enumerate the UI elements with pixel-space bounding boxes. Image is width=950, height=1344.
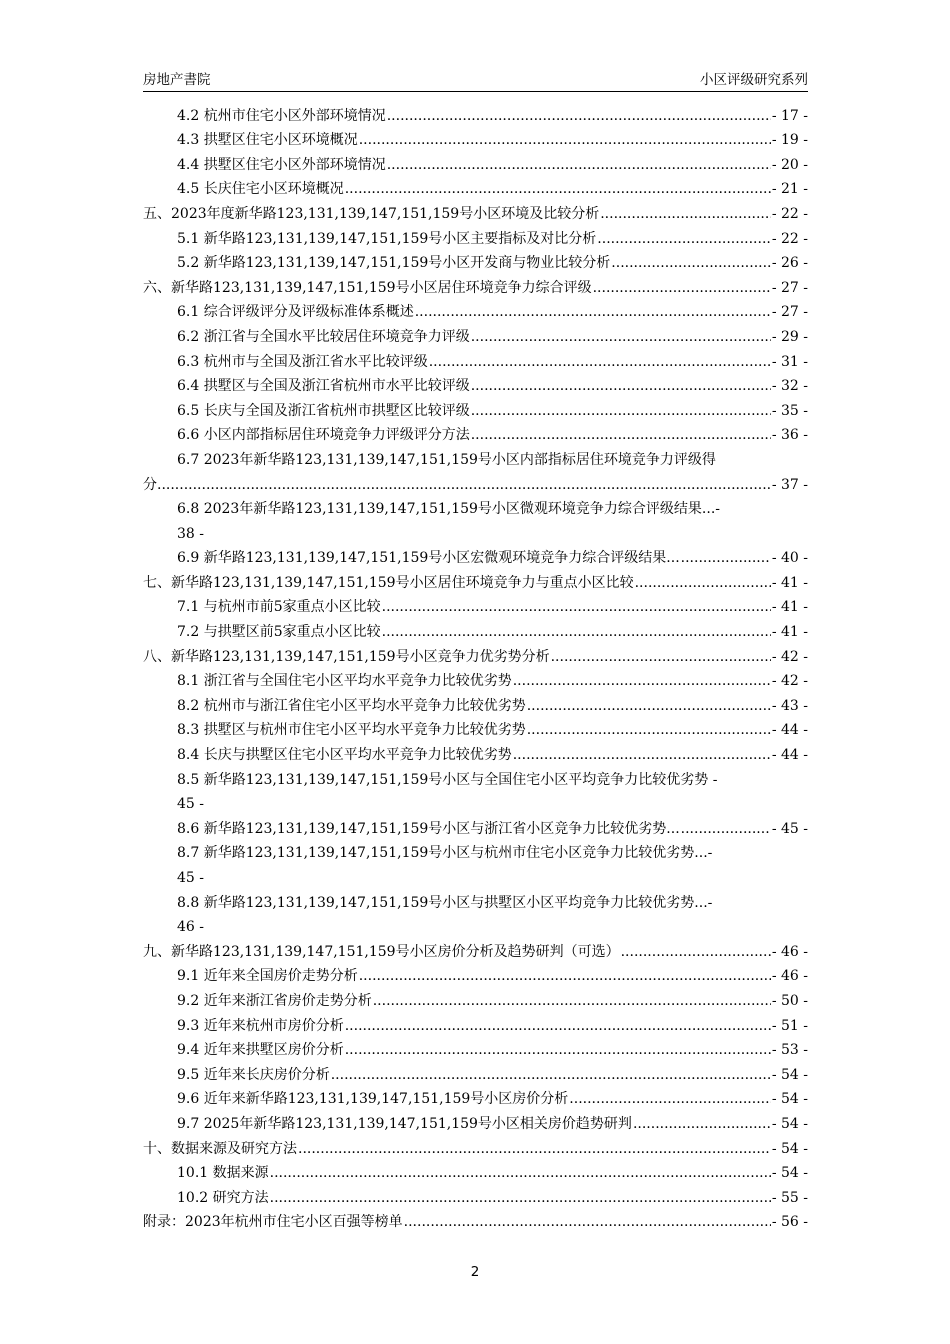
toc-leader-dots: [382, 597, 771, 617]
toc-entry[interactable]: [143, 839, 808, 888]
toc-entry[interactable]: [143, 765, 808, 814]
header-right-title: 小区评级研究系列: [700, 72, 808, 88]
toc-entry-title: 6.1 综合评级评分及评级标准体系概述: [177, 304, 414, 321]
toc-entry-title: 6.9 新华路123,131,139,147,151,159号小区宏微观环境竞争力综合评级结果...: [177, 550, 680, 567]
toc-entry[interactable]: [143, 1183, 808, 1208]
toc-entry-title: 9.1 近年来全国房价走势分析: [177, 968, 358, 985]
toc-entry-title: 4.4 拱墅区住宅小区外部环境情况: [177, 156, 386, 173]
toc-page-number: - 55 -: [771, 1189, 808, 1206]
toc-entry[interactable]: [143, 1109, 808, 1134]
toc-entry[interactable]: [143, 273, 808, 298]
toc-entry[interactable]: [143, 1060, 808, 1085]
toc-entry[interactable]: [143, 667, 808, 692]
page-header: [143, 66, 808, 90]
toc-page-number: - 45 -: [771, 820, 808, 837]
toc-leader-dots: [270, 1188, 771, 1208]
toc-leader-dots: [157, 475, 772, 495]
toc-entry[interactable]: [143, 691, 808, 716]
toc-entry[interactable]: [143, 175, 808, 200]
toc-entry[interactable]: [143, 716, 808, 741]
toc-page-number: - 41 -: [771, 624, 808, 641]
toc-entry[interactable]: [143, 224, 808, 249]
toc-page-number: - 54 -: [771, 1140, 808, 1157]
toc-entry[interactable]: [143, 544, 808, 569]
toc-leader-dots: [359, 966, 771, 986]
toc-leader-dots: [387, 106, 771, 126]
toc-entry[interactable]: [143, 396, 808, 421]
toc-entry[interactable]: [143, 568, 808, 593]
header-divider: [143, 91, 808, 92]
toc-entry-title: 10.1 数据来源: [177, 1165, 269, 1182]
toc-entry-title: 9.7 2025年新华路123,131,139,147,151,159号小区相关房价趋势研判: [177, 1115, 632, 1132]
toc-leader-dots: [404, 1212, 771, 1232]
toc-page-number: - 56 -: [771, 1214, 808, 1231]
toc-leader-dots: [471, 425, 771, 445]
toc-page-number: - 35 -: [771, 402, 808, 419]
toc-entry-title: 6.4 拱墅区与全国及浙江省杭州市水平比较评级: [177, 378, 470, 395]
toc-entry-title: 4.3 拱墅区住宅小区环境概况: [177, 132, 358, 149]
toc-entry-title: 五、2023年度新华路123,131,139,147,151,159号小区环境及比较分析: [143, 205, 600, 222]
toc-entry[interactable]: [143, 740, 808, 765]
toc-entry-title: 8.5 新华路123,131,139,147,151,159号小区与全国住宅小区平均竞争力比较优劣势 -: [177, 771, 718, 788]
toc-entry-title: 6.2 浙江省与全国水平比较居住环境竞争力评级: [177, 328, 470, 345]
toc-page-number: - 46 -: [771, 968, 808, 985]
toc-entry[interactable]: [143, 199, 808, 224]
toc-entry[interactable]: [143, 962, 808, 987]
toc-entry[interactable]: [143, 495, 808, 544]
toc-page-number: - 19 -: [771, 132, 808, 149]
toc-entry[interactable]: [143, 888, 808, 937]
toc-entry[interactable]: [143, 1208, 808, 1233]
toc-page-number: - 22 -: [771, 230, 808, 247]
toc-leader-dots: [513, 671, 771, 691]
toc-leader-dots: [345, 179, 771, 199]
toc-leader-dots: [633, 1114, 771, 1134]
toc-leader-dots: [569, 1089, 771, 1109]
toc-entry[interactable]: [143, 617, 808, 642]
toc-leader-dots: [345, 1016, 771, 1036]
toc-page-number: 46 -: [177, 919, 204, 936]
toc-page-number: - 53 -: [771, 1042, 808, 1059]
toc-entry-title: 8.2 杭州市与浙江省住宅小区平均水平竞争力比较优劣势: [177, 697, 526, 714]
toc-leader-dots: [429, 352, 771, 372]
toc-entry-title: 6.5 长庆与全国及浙江省杭州市拱墅区比较评级: [177, 402, 470, 419]
toc-page-number: - 22 -: [771, 205, 808, 222]
toc-entry[interactable]: [143, 1134, 808, 1159]
toc-leader-dots: [681, 548, 771, 568]
toc-entry[interactable]: [143, 249, 808, 274]
toc-page-number: - 54 -: [771, 1091, 808, 1108]
toc-entry-title: 9.6 近年来新华路123,131,139,147,151,159号小区房价分析: [177, 1091, 569, 1108]
toc-leader-dots: [527, 696, 771, 716]
toc-entry-title: 9.5 近年来长庆房价分析: [177, 1066, 330, 1083]
toc-entry-title: 8.3 拱墅区与杭州市住宅小区平均水平竞争力比较优劣势: [177, 722, 526, 739]
toc-leader-dots: [298, 1139, 771, 1159]
toc-leader-dots: [611, 253, 771, 273]
toc-entry-title: 5.1 新华路123,131,139,147,151,159号小区主要指标及对比分析: [177, 230, 597, 247]
toc-page-number: - 54 -: [771, 1165, 808, 1182]
toc-leader-dots: [681, 819, 771, 839]
toc-entry[interactable]: [143, 642, 808, 667]
toc-page-number: 45 -: [177, 870, 204, 886]
toc-leader-dots: [471, 401, 771, 421]
toc-entry[interactable]: [143, 126, 808, 151]
toc-page-number: 45 -: [177, 796, 204, 813]
toc-entry[interactable]: [143, 347, 808, 372]
toc-leader-dots: [593, 278, 771, 298]
toc-entry-title: 9.3 近年来杭州市房价分析: [177, 1017, 344, 1034]
toc-entry[interactable]: [143, 1036, 808, 1061]
toc-entry[interactable]: [143, 814, 808, 839]
toc-entry[interactable]: [143, 150, 808, 175]
toc-page-number: - 26 -: [771, 255, 808, 272]
toc-leader-dots: [635, 573, 771, 593]
toc-page-number: - 37 -: [771, 476, 808, 493]
toc-entry-title: 7.2 与拱墅区前5家重点小区比较: [177, 624, 381, 641]
toc-entry-title: 10.2 研究方法: [177, 1189, 269, 1206]
toc-entry[interactable]: [143, 986, 808, 1011]
toc-page-number: - 41 -: [771, 574, 808, 591]
toc-page-number: - 41 -: [771, 599, 808, 616]
toc-page-number: - 36 -: [771, 427, 808, 444]
toc-page-number: - 31 -: [771, 353, 808, 370]
toc-entry[interactable]: [143, 101, 808, 126]
toc-page-number: - 42 -: [771, 648, 808, 665]
toc-page-number: - 17 -: [771, 107, 808, 124]
toc-leader-dots: [270, 1163, 771, 1183]
toc-page-number: - 27 -: [771, 279, 808, 296]
toc-entry-title: 5.2 新华路123,131,139,147,151,159号小区开发商与物业比较分析: [177, 255, 611, 272]
toc-leader-dots: [345, 1040, 771, 1060]
toc-entry-title: 八、新华路123,131,139,147,151,159号小区竞争力优劣势分析: [143, 648, 550, 665]
toc-entry[interactable]: [143, 421, 808, 446]
toc-entry-title: 六、新华路123,131,139,147,151,159号小区居住环境竞争力综合评级: [143, 279, 592, 296]
toc-leader-dots: [382, 622, 771, 642]
toc-leader-dots: [600, 204, 771, 224]
toc-page-number: - 42 -: [771, 673, 808, 690]
toc-page-number: - 54 -: [771, 1115, 808, 1132]
toc-leader-dots: [471, 327, 771, 347]
toc-entry[interactable]: [143, 1011, 808, 1036]
toc-entry-title: 十、数据来源及研究方法: [143, 1140, 297, 1157]
toc-page-number: - 27 -: [771, 304, 808, 321]
toc-entry-title-continued: 分: [143, 476, 157, 493]
toc-entry[interactable]: [143, 1159, 808, 1184]
toc-page-number: - 40 -: [771, 550, 808, 567]
toc-entry-title: 8.1 浙江省与全国住宅小区平均水平竞争力比较优劣势: [177, 673, 512, 690]
header-left-title: 房地产書院: [143, 72, 211, 88]
toc-page-number: - 44 -: [771, 747, 808, 764]
toc-entry-title: 4.2 杭州市住宅小区外部环境情况: [177, 107, 386, 124]
toc-entry-title: 8.7 新华路123,131,139,147,151,159号小区与杭州市住宅小区竞争力比较优劣势...-: [177, 845, 713, 862]
toc-leader-dots: [551, 647, 771, 667]
toc-leader-dots: [331, 1065, 771, 1085]
toc-entry[interactable]: [143, 298, 808, 323]
toc-leader-dots: [471, 376, 771, 396]
toc-leader-dots: [373, 991, 771, 1011]
toc-page-number: 38 -: [177, 525, 204, 542]
toc-entry-title: 4.5 长庆住宅小区环境概况: [177, 181, 344, 198]
toc-leader-dots: [621, 942, 771, 962]
toc-leader-dots: [597, 229, 771, 249]
toc-entry-title: 附录：2023年杭州市住宅小区百强等榜单: [143, 1214, 403, 1231]
toc-entry[interactable]: [143, 372, 808, 397]
toc-entry-title: 九、新华路123,131,139,147,151,159号小区房价分析及趋势研判（可选）: [143, 943, 620, 960]
toc-page-number: - 54 -: [771, 1066, 808, 1083]
toc-entry-title: 8.6 新华路123,131,139,147,151,159号小区与浙江省小区竞争力比较优劣势...: [177, 820, 680, 837]
toc-leader-dots: [513, 745, 771, 765]
toc-entry-title: 6.6 小区内部指标居住环境竞争力评级评分方法: [177, 427, 470, 444]
toc-entry[interactable]: [143, 593, 808, 618]
toc-page-number: - 43 -: [771, 697, 808, 714]
toc-page-number: - 32 -: [771, 378, 808, 395]
toc-entry-title: 七、新华路123,131,139,147,151,159号小区居住环境竞争力与重点小区比较: [143, 574, 634, 591]
toc-page-number: - 44 -: [771, 722, 808, 739]
toc-entry-title: 8.4 长庆与拱墅区住宅小区平均水平竞争力比较优劣势: [177, 747, 512, 764]
toc-leader-dots: [415, 302, 771, 322]
toc-entry[interactable]: [143, 445, 808, 494]
toc-entry-title: 6.8 2023年新华路123,131,139,147,151,159号小区微观环境竞争力综合评级结果...-: [177, 501, 721, 518]
toc-page-number: - 46 -: [771, 943, 808, 960]
toc-page-number: - 51 -: [771, 1017, 808, 1034]
toc-entry[interactable]: [143, 937, 808, 962]
toc-entry[interactable]: [143, 322, 808, 347]
toc-entry-title: 9.2 近年来浙江省房价走势分析: [177, 992, 372, 1009]
toc-page-number: - 50 -: [771, 992, 808, 1009]
toc-page-number: - 29 -: [771, 328, 808, 345]
toc-leader-dots: [359, 130, 771, 150]
toc-entry[interactable]: [143, 1085, 808, 1110]
toc-leader-dots: [527, 720, 771, 740]
toc-leader-dots: [387, 155, 771, 175]
toc-entry-title: 7.1 与杭州市前5家重点小区比较: [177, 599, 381, 616]
toc-entry-title: 6.3 杭州市与全国及浙江省水平比较评级: [177, 353, 428, 370]
toc-page-number: - 20 -: [771, 156, 808, 173]
page-number: 2: [470, 1264, 480, 1280]
toc-entry-title: 8.8 新华路123,131,139,147,151,159号小区与拱墅区小区平均竞争力比较优劣势...-: [177, 894, 713, 911]
toc-page-number: - 21 -: [771, 181, 808, 198]
toc-entry-title: 6.7 2023年新华路123,131,139,147,151,159号小区内部指标居住环境竞争力评级得: [177, 451, 716, 468]
toc-entry-title: 9.4 近年来拱墅区房价分析: [177, 1042, 344, 1059]
table-of-contents: [143, 101, 808, 1232]
